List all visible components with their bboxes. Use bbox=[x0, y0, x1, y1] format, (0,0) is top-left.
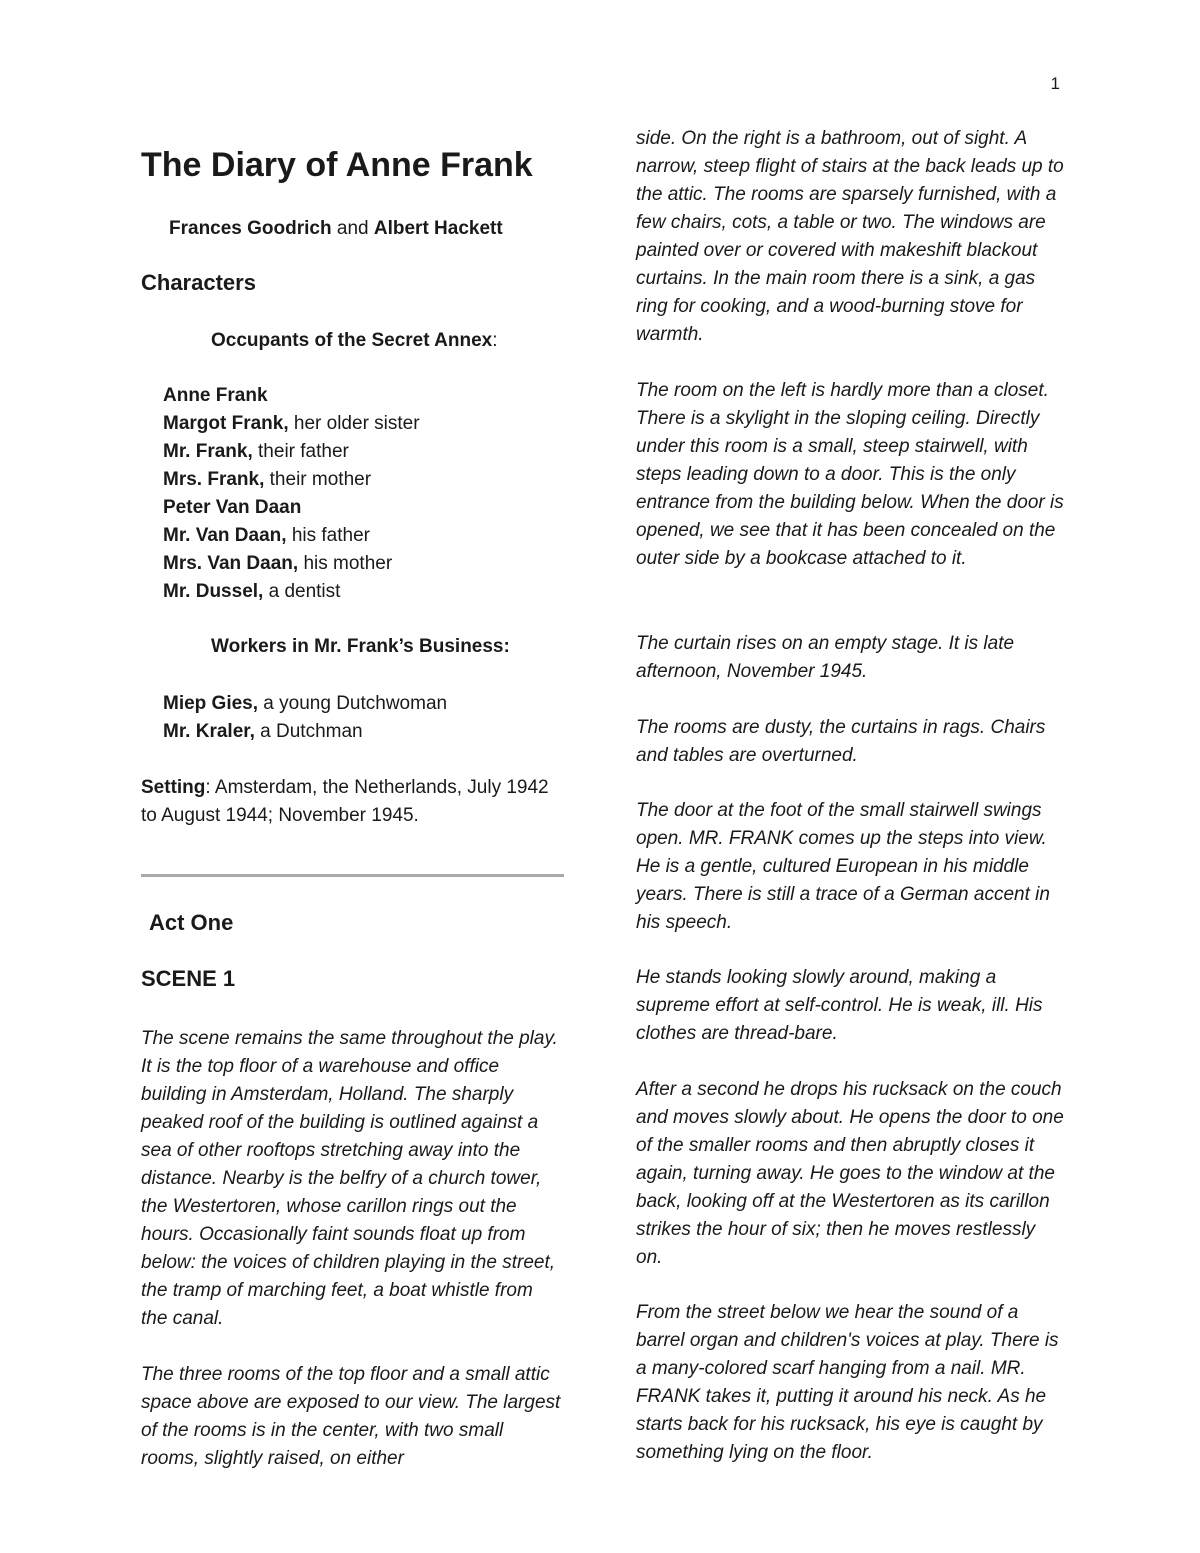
character-name: Mr. Kraler, bbox=[163, 721, 255, 742]
list-item bbox=[163, 382, 420, 410]
character-name: Mrs. Van Daan, bbox=[163, 553, 299, 574]
document-title: The Diary of Anne Frank bbox=[141, 146, 533, 184]
stage-direction-paragraph: side. On the right is a bathroom, out of sight. A narrow, steep flight of stairs at the back leads up to the attic. The rooms are sparsely furnished, with a few chairs, cots, a table or two. The windows are painted over or covered with makeshift blackout curtains. In the main room there is a sink, a gas ring for cooking, and a wood-burning stove for warmth. bbox=[636, 128, 1064, 345]
character-name: Anne Frank bbox=[163, 385, 268, 406]
group-heading-annex-text: Occupants of the Secret Annex bbox=[211, 330, 493, 351]
author-connector: and bbox=[336, 218, 369, 239]
group-heading-workers-text: Workers in Mr. Frank’s Business: bbox=[211, 636, 510, 657]
group-heading-workers bbox=[211, 636, 510, 658]
setting-text: : Amsterdam, the Netherlands, July 1942 to August 1944; November 1945. bbox=[141, 777, 549, 826]
group-heading-annex-suffix: : bbox=[492, 330, 498, 351]
group-heading-annex bbox=[211, 330, 497, 352]
section-divider bbox=[141, 874, 564, 877]
act-heading: Act One bbox=[149, 910, 234, 935]
character-name: Margot Frank, bbox=[163, 413, 289, 434]
stage-direction-paragraph: The scene remains the same throughout the play. It is the top floor of a warehouse and office building in Amsterdam, Holland. The sharply peaked roof of the building is outlined against a sea of other rooftops stretching away into the distance. Nearby is the belfry of a church tower, the Westertoren, whose carillon rings out the hours. Occasionally faint sounds float up from below: the voices of children playing in the street, the tramp of marching feet, a boat whistle from the canal. bbox=[141, 1028, 558, 1329]
list-item bbox=[163, 410, 420, 438]
character-desc: a Dutchman bbox=[254, 721, 363, 742]
author-first: Frances Goodrich bbox=[169, 218, 332, 239]
stage-direction-paragraph: The door at the foot of the small stairwell swings open. MR. FRANK comes up the steps into view. He is a gentle, cultured European in his middle years. There is still a trace of a German accent in his speech. bbox=[636, 800, 1050, 933]
stage-direction-paragraph: He stands looking slowly around, making a supreme effort at self-control. He is weak, ill. His clothes are thread-bare. bbox=[636, 967, 1043, 1044]
character-desc: a dentist bbox=[263, 581, 341, 602]
character-name: Mr. Frank, bbox=[163, 441, 253, 462]
annex-cast-list bbox=[163, 382, 420, 606]
authors-line bbox=[169, 218, 503, 240]
author-second: Albert Hackett bbox=[373, 218, 503, 239]
list-item bbox=[163, 690, 447, 718]
list-item bbox=[163, 522, 420, 550]
character-desc: his mother bbox=[298, 553, 393, 574]
character-desc: a young Dutchwoman bbox=[258, 693, 448, 714]
stage-direction-paragraph: After a second he drops his rucksack on the couch and moves slowly about. He opens the door to one of the smaller rooms and then abruptly closes it again, turning away. He goes to the window at the back, looking off at the Westertoren as its carillon strikes the hour of six; then he moves restlessly on. bbox=[636, 1079, 1064, 1268]
list-item bbox=[163, 718, 447, 746]
setting-label: Setting bbox=[141, 777, 206, 798]
characters-heading: Characters bbox=[141, 270, 256, 295]
scene-heading: SCENE 1 bbox=[141, 966, 236, 991]
stage-direction-paragraph: The three rooms of the top floor and a small attic space above are exposed to our view. The largest of the rooms is in the center, with two small rooms, slightly raised, on either bbox=[141, 1364, 561, 1469]
list-item bbox=[163, 438, 420, 466]
character-desc: his father bbox=[286, 525, 370, 546]
workers-cast-list bbox=[163, 690, 447, 746]
stage-direction-paragraph: The curtain rises on an empty stage. It is late afternoon, November 1945. bbox=[636, 633, 1015, 682]
stage-direction-paragraph: The room on the left is hardly more than a closet. There is a skylight in the sloping ceiling. Directly under this room is a small, steep stairwell, with steps leading down to a door. This is the only entrance from the building below. When the door is opened, we see that it has been concealed on the outer side by a bookcase attached to it. bbox=[636, 380, 1064, 569]
stage-direction-paragraph: From the street below we hear the sound of a barrel organ and children's voices at play. There is a many-colored scarf hanging from a nail. MR. FRANK takes it, putting it around his neck. As he starts back for his rucksack, his eye is caught by something lying on the floor. bbox=[636, 1302, 1059, 1463]
list-item bbox=[163, 578, 420, 606]
character-desc: their father bbox=[252, 441, 349, 462]
character-name: Mr. Van Daan, bbox=[163, 525, 287, 546]
stage-direction-paragraph: The rooms are dusty, the curtains in rags. Chairs and tables are overturned. bbox=[636, 717, 1046, 766]
list-item bbox=[163, 550, 420, 578]
character-name: Mrs. Frank, bbox=[163, 469, 265, 490]
character-name: Mr. Dussel, bbox=[163, 581, 264, 602]
setting-line bbox=[141, 774, 561, 830]
list-item bbox=[163, 494, 420, 522]
character-desc: their mother bbox=[264, 469, 372, 490]
character-name: Peter Van Daan bbox=[163, 497, 302, 518]
character-name: Miep Gies, bbox=[163, 693, 259, 714]
character-desc: her older sister bbox=[288, 413, 420, 434]
list-item bbox=[163, 466, 420, 494]
page-number: 1 bbox=[1050, 74, 1060, 93]
